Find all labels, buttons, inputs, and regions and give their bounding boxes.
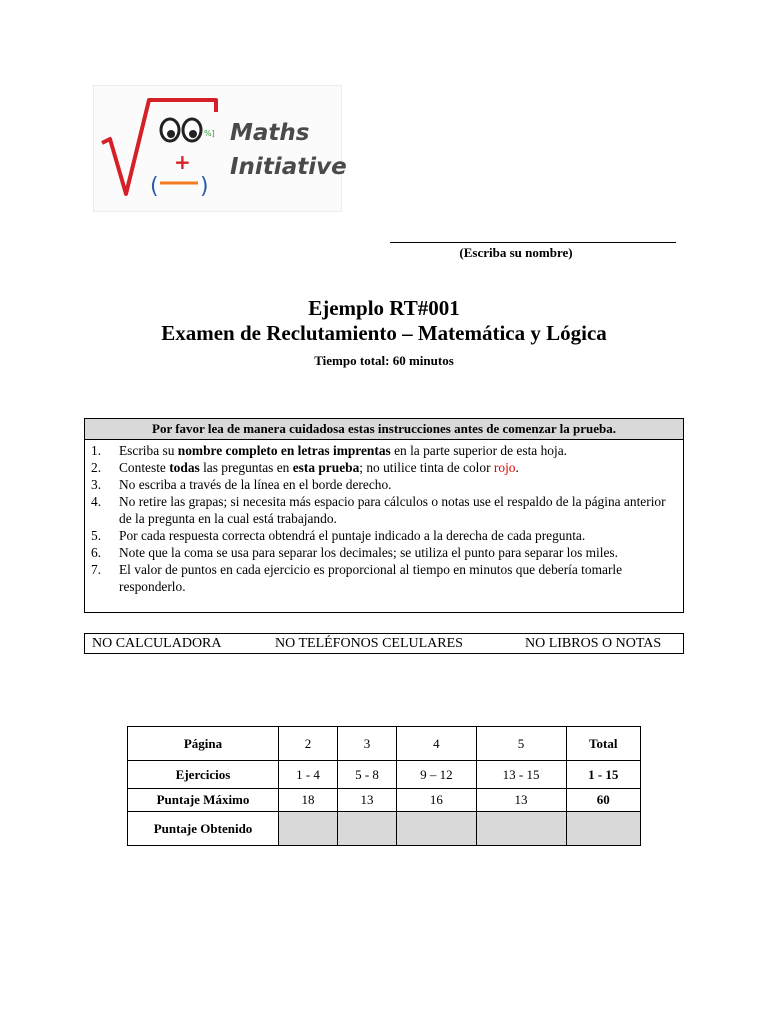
instruction-item <box>85 459 677 476</box>
table-cell: 13 <box>476 789 566 812</box>
instruction-text-part: No escriba a través de la línea en el borde derecho. <box>119 477 392 492</box>
exam-time: Tiempo total: 60 minutos <box>314 353 454 368</box>
open-paren-icon: ( <box>150 174 159 199</box>
name-line[interactable] <box>390 242 676 243</box>
instruction-text-part: esta prueba <box>292 460 360 475</box>
name-label: (Escriba su nombre) <box>459 245 573 260</box>
instruction-item <box>85 493 677 527</box>
table-cell: 1 - 4 <box>279 761 338 789</box>
instruction-number: 5. <box>91 528 102 543</box>
instruction-item <box>85 527 677 544</box>
table-cell-total: 60 <box>566 789 641 812</box>
instruction-text-part: El valor de puntos en cada ejercicio es proporcional al tiempo en minutos que debería tomarle responderlo. <box>119 562 623 594</box>
instruction-text-part: Conteste <box>119 460 170 475</box>
instruction-text <box>119 476 677 493</box>
table-row <box>128 727 641 761</box>
instruction-item <box>85 544 677 561</box>
instruction-text-part: rojo <box>493 460 516 475</box>
score-input-cell[interactable] <box>279 812 338 846</box>
score-total-input-cell[interactable] <box>566 812 641 846</box>
exam-title: Ejemplo RT#001 <box>308 296 460 320</box>
table-row <box>128 812 641 846</box>
instruction-item <box>85 476 677 493</box>
instructions-heading: Por favor lea de manera cuidadosa estas instrucciones antes de comenzar la prueba. <box>85 419 683 440</box>
instruction-text-part: Note que la coma se usa para separar los decimales; se utiliza el punto para separar los miles. <box>119 545 618 560</box>
table-cell: 2 <box>279 727 338 761</box>
instruction-item <box>85 561 677 595</box>
score-input-cell[interactable] <box>476 812 566 846</box>
score-input-cell[interactable] <box>338 812 397 846</box>
instruction-number: 7. <box>91 562 102 577</box>
instructions-box <box>84 418 684 613</box>
instruction-text <box>119 561 677 595</box>
table-cell: 4 <box>397 727 477 761</box>
restriction-no-books: NO LIBROS O NOTAS <box>525 636 662 651</box>
score-table <box>127 726 641 846</box>
row-label-obtained-score: Puntaje Obtenido <box>128 812 279 846</box>
instruction-text <box>119 544 677 561</box>
row-label-max-score: Puntaje Máximo <box>128 789 279 812</box>
instruction-number: 2. <box>91 460 102 475</box>
instruction-text-part: todas <box>169 460 200 475</box>
row-label-page: Página <box>128 727 279 761</box>
restriction-no-calculator: NO CALCULADORA <box>92 636 222 651</box>
instruction-text <box>119 442 677 459</box>
table-cell: 13 - 15 <box>476 761 566 789</box>
score-input-cell[interactable] <box>397 812 477 846</box>
instruction-text-part: No retire las grapas; si necesita más espacio para cálculos o notas use el respaldo de la página anterior de la pregunta en la cual está trabajando. <box>119 494 666 526</box>
instruction-text-part: . <box>515 460 519 475</box>
plus-glyph: + <box>174 150 191 174</box>
instruction-text-part: Por cada respuesta correcta obtendrá el puntaje indicado a la derecha de cada pregunta. <box>119 528 586 543</box>
restriction-no-phones: NO TELÉFONOS CELULARES <box>275 636 463 651</box>
table-cell-total: Total <box>566 727 641 761</box>
close-paren-icon: ) <box>200 174 209 199</box>
restrictions-box <box>84 633 684 654</box>
logo-line-1: Maths <box>230 120 310 146</box>
instruction-text <box>119 527 677 544</box>
row-label-exercises: Ejercicios <box>128 761 279 789</box>
instruction-text-part: ; no utilice tinta de color <box>359 460 494 475</box>
instruction-text-part: Escriba su <box>119 443 178 458</box>
radical-sign-icon <box>102 100 216 194</box>
instruction-number: 6. <box>91 545 102 560</box>
instruction-item <box>85 442 677 459</box>
instruction-text-part: nombre completo en letras imprentas <box>177 443 391 458</box>
exam-subtitle: Examen de Reclutamiento – Matemática y Lógica <box>161 321 607 345</box>
table-cell: 13 <box>338 789 397 812</box>
logo-wordmark <box>230 116 347 184</box>
instruction-text-part: las preguntas en <box>199 460 293 475</box>
table-cell-total: 1 - 15 <box>566 761 641 789</box>
table-row <box>128 789 641 812</box>
instruction-number: 4. <box>91 494 102 509</box>
instruction-text <box>119 493 677 527</box>
table-cell: 5 <box>476 727 566 761</box>
instruction-text-part: en la parte superior de esta hoja. <box>390 443 567 458</box>
instructions-list <box>85 440 683 595</box>
table-cell: 16 <box>397 789 477 812</box>
logo-line-2: Initiative <box>230 154 347 180</box>
table-cell: 5 - 8 <box>338 761 397 789</box>
table-cell: 18 <box>279 789 338 812</box>
instruction-number: 3. <box>91 477 102 492</box>
maths-initiative-logo <box>93 85 347 212</box>
instruction-text <box>119 459 677 476</box>
logo-percent-glyph: %] <box>204 129 215 138</box>
table-row <box>128 761 641 789</box>
table-cell: 9 – 12 <box>397 761 477 789</box>
table-cell: 3 <box>338 727 397 761</box>
instruction-number: 1. <box>91 443 102 458</box>
